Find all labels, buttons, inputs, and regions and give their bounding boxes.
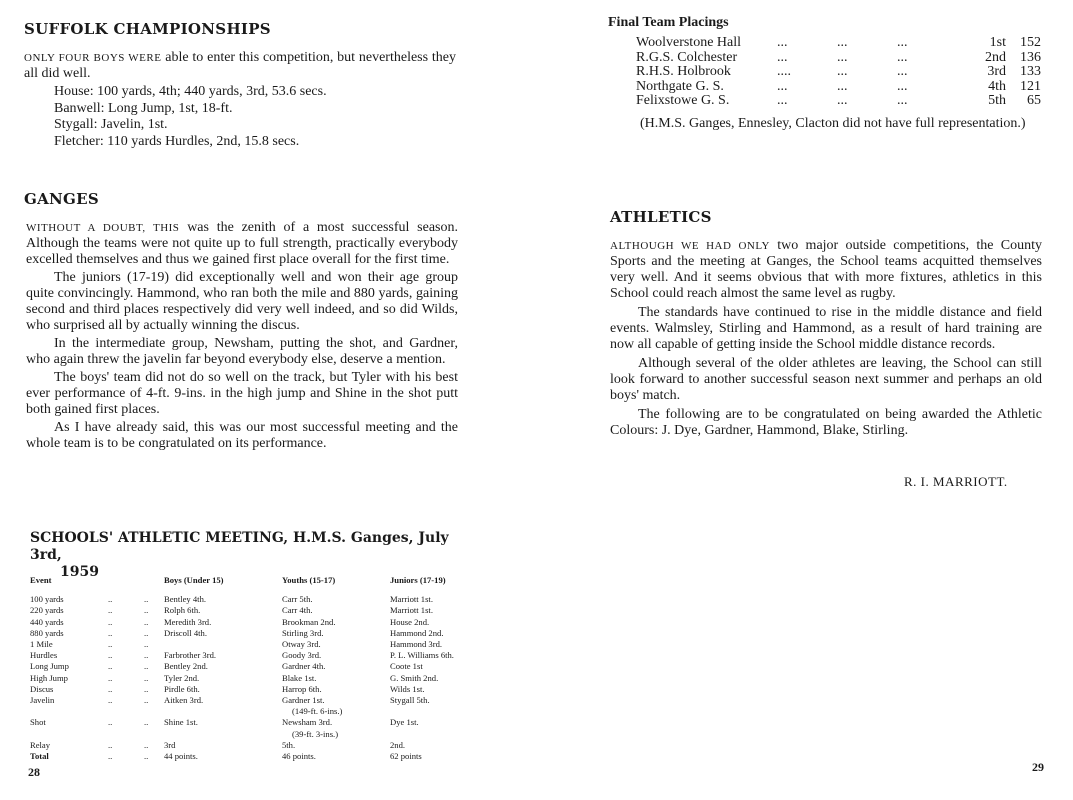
row-youths-distance: (39-ft. 3-ins.) [292, 728, 339, 739]
row-youths-result: Harrop 6th. [282, 683, 322, 694]
row-leader-dots: .. [108, 616, 113, 627]
ganges-paragraph-1 [26, 220, 458, 268]
page-number-right: 29 [1032, 760, 1044, 774]
athletics-heading: ATHLETICS [610, 208, 712, 226]
row-event: High Jump [30, 672, 68, 683]
table-row [30, 661, 500, 672]
placing-leader-dots: ... [897, 93, 908, 108]
placing-row [636, 65, 1041, 80]
placing-leader-dots: ... [777, 93, 788, 108]
row-youths-result: Gardner 4th. [282, 661, 326, 672]
row-leader-dots: .. [144, 605, 149, 616]
placing-position: 4th [988, 78, 1006, 94]
row-youths-result: 5th. [282, 739, 296, 750]
ganges-lead: WITHOUT A DOUBT, THIS [26, 222, 180, 234]
result-line: Banwell: Long Jump, 1st, 18-ft. [54, 100, 233, 116]
row-leader-dots: .. [144, 672, 149, 683]
row-boys-result: Driscoll 4th. [164, 627, 207, 638]
row-event: 100 yards [30, 594, 64, 605]
row-leader-dots: .. [144, 739, 149, 750]
placing-leader-dots: ... [837, 93, 848, 108]
placing-leader-dots: ... [897, 35, 908, 50]
placing-points: 133 [1020, 64, 1041, 79]
ganges-p1-text: was the zenith of a most successful season. Although the teams were not quite up to full strength, practically everybody excelled themselves and thus we gained first place overall for the first time. [26, 220, 458, 267]
athletics-paragraph-2: The standards have continued to rise in the middle distance and field events. Walmsley, Stirling and Hammond, as a result of hard training are now all capable of getting inside the School middle distance records. [610, 305, 1042, 352]
row-leader-dots: .. [144, 751, 149, 762]
row-leader-dots: .. [108, 695, 113, 706]
column-header-spacer [144, 575, 164, 594]
row-youths-result [282, 695, 390, 717]
placing-leader-dots: ... [897, 49, 908, 65]
placing-leader-dots: ... [837, 35, 848, 50]
placing-team: Felixstowe G. S. [636, 93, 730, 108]
table-row [30, 639, 500, 650]
row-youths-result: Blake 1st. [282, 672, 317, 683]
placing-position: 3rd [987, 64, 1006, 79]
row-juniors-result: 62 points [390, 751, 422, 762]
table-row [30, 617, 500, 628]
placing-position: 2nd [985, 49, 1006, 65]
row-youths-result [282, 717, 390, 739]
row-juniors-result: Hammond 3rd. [390, 639, 443, 650]
placing-leader-dots: ... [837, 64, 848, 79]
page-number-left: 28 [28, 765, 40, 779]
row-boys-result: Bentley 4th. [164, 594, 207, 605]
row-event: Shot [30, 717, 46, 728]
row-youths-result: Carr 4th. [282, 605, 313, 616]
athletics-lead: ALTHOUGH WE HAD ONLY [610, 240, 770, 252]
row-leader-dots: .. [108, 739, 113, 750]
table-row [30, 605, 500, 616]
row-event: 220 yards [30, 605, 64, 616]
placing-row [636, 94, 1041, 109]
suffolk-heading: SUFFOLK CHAMPIONSHIPS [24, 20, 271, 38]
row-youths-result-text: Gardner 1st. [282, 695, 325, 706]
suffolk-results [24, 84, 456, 150]
table-row [30, 673, 500, 684]
result-line: House: 100 yards, 4th; 440 yards, 3rd, 53.6 secs. [54, 84, 327, 99]
row-leader-dots: .. [108, 751, 113, 762]
placing-leader-dots: ... [897, 64, 908, 79]
row-leader-dots: .. [144, 639, 149, 650]
table-row [30, 594, 500, 605]
meeting-heading-line-1: SCHOOLS' ATHLETIC MEETING, H.M.S. Ganges, July 3rd, [30, 530, 449, 563]
author-signature: R. I. MARRIOTT. [904, 474, 1008, 489]
row-youths-result: Goody 3rd. [282, 650, 322, 661]
row-boys-result: Farbrother 3rd. [164, 650, 217, 661]
table-row [30, 717, 500, 739]
row-leader-dots: .. [144, 627, 149, 638]
row-leader-dots: .. [108, 661, 113, 672]
placing-leader-dots: ... [777, 35, 788, 50]
row-leader-dots: .. [144, 683, 149, 694]
placing-team: Woolverstone Hall [636, 35, 742, 50]
ganges-paragraph-5: As I have already said, this was our most successful meeting and the whole team is to be congratulated on its performance. [26, 420, 458, 451]
row-juniors-result: Hammond 2nd. [390, 627, 444, 638]
row-boys-result: 3rd [164, 739, 176, 750]
row-boys-result: Bentley 2nd. [164, 661, 208, 672]
row-juniors-result: Marriott 1st. [390, 594, 433, 605]
row-leader-dots: .. [144, 717, 149, 728]
row-boys-result: Shine 1st. [164, 717, 198, 728]
placing-leader-dots: .... [777, 64, 791, 79]
placings-list [636, 36, 1041, 109]
placing-leader-dots: ... [777, 49, 788, 65]
row-leader-dots: .. [108, 639, 113, 650]
row-leader-dots: .. [144, 695, 149, 706]
ganges-paragraph-4: The boys' team did not do so well on the track, but Tyler with his best ever performance of 4-ft. 9-ins. in the high jump and Shine in the shot putt both gained first places. [26, 370, 458, 417]
meeting-heading-line-2: 1959 [60, 564, 99, 580]
row-juniors-result: 2nd. [390, 739, 406, 750]
athletics-paragraph-3: Although several of the older athletes are leaving, the School can still look forward to another successful season next summer and perhaps an old boys' match. [610, 356, 1042, 403]
row-event: Relay [30, 739, 51, 750]
placing-team: R.H.S. Holbrook [636, 64, 731, 79]
table-row [30, 740, 500, 751]
ganges-paragraph-3: In the intermediate group, Newsham, putting the shot, and Gardner, who again threw the javelin far beyond everybody else, deserve a mention. [26, 336, 458, 367]
column-header-juniors: Juniors (17-19) [390, 575, 446, 585]
placing-row [636, 80, 1041, 95]
athletics-paragraph-1 [610, 238, 1042, 302]
placing-position: 1st [989, 35, 1006, 50]
placing-leader-dots: ... [837, 49, 848, 65]
table-row [30, 650, 500, 661]
row-leader-dots: .. [108, 717, 113, 728]
ganges-article [26, 220, 458, 452]
meeting-results-body [30, 594, 500, 762]
row-youths-result: Otway 3rd. [282, 639, 321, 650]
row-juniors-result: Dye 1st. [390, 717, 419, 728]
row-leader-dots: .. [108, 683, 113, 694]
placings-heading: Final Team Placings [608, 15, 729, 30]
table-row [30, 695, 500, 717]
row-boys-result: Tyler 2nd. [164, 672, 200, 683]
row-event: Total [30, 751, 49, 762]
right-page [536, 0, 1073, 800]
ganges-heading: GANGES [24, 190, 100, 208]
table-header-row [30, 575, 500, 594]
placing-points: 136 [1020, 49, 1041, 65]
row-youths-result: Stirling 3rd. [282, 627, 324, 638]
result-line: Fletcher: 110 yards Hurdles, 2nd, 15.8 secs. [54, 133, 300, 149]
row-youths-result: Brookman 2nd. [282, 616, 336, 627]
row-leader-dots: .. [108, 650, 113, 661]
row-leader-dots: .. [144, 650, 149, 661]
suffolk-lead: ONLY FOUR BOYS WERE [24, 52, 162, 64]
row-youths-result: 46 points. [282, 751, 316, 762]
athletics-p1-text: two major outside competitions, the County Sports and the meeting at Ganges, the School teams acquitted themselves very well. And it seems obvious that with more fixtures, athletics in this School could reach almost the same level as rugby. [610, 238, 1043, 301]
row-boys-result [164, 639, 282, 650]
row-boys-result: Rolph 6th. [164, 605, 201, 616]
row-juniors-result: P. L. Williams 6th. [390, 650, 454, 661]
meeting-heading [30, 530, 470, 581]
placing-row [636, 36, 1041, 51]
row-boys-result: Aitken 3rd. [164, 695, 204, 706]
row-leader-dots: .. [108, 627, 113, 638]
row-leader-dots: .. [144, 594, 149, 605]
row-juniors-result: Marriott 1st. [390, 605, 433, 616]
placing-points: 121 [1020, 78, 1041, 94]
row-boys-result: Pirdle 6th. [164, 683, 200, 694]
row-boys-result: 44 points. [164, 751, 198, 762]
row-juniors-result: House 2nd. [390, 616, 430, 627]
placing-leader-dots: ... [897, 78, 908, 94]
placing-leader-dots: ... [837, 78, 848, 94]
row-event: Javelin [30, 695, 55, 706]
row-event: Long Jump [30, 661, 69, 672]
placing-points: 65 [1027, 93, 1041, 108]
placings-note: (H.M.S. Ganges, Ennesley, Clacton did not have full representation.) [640, 116, 1026, 131]
row-juniors-result: Stygall 5th. [390, 695, 430, 706]
row-youths-result: Carr 5th. [282, 594, 313, 605]
column-header-spacer [94, 575, 144, 594]
placing-points: 152 [1020, 35, 1041, 50]
placing-team: Northgate G. S. [636, 78, 724, 94]
row-juniors-result: Wilds 1st. [390, 683, 425, 694]
table-row [30, 684, 500, 695]
row-youths-distance: (149-ft. 6-ins.) [292, 706, 343, 717]
placing-team: R.G.S. Colchester [636, 49, 738, 65]
result-line: Stygall: Javelin, 1st. [54, 117, 168, 132]
row-youths-result-text: Newsham 3rd. [282, 717, 333, 728]
row-event: 440 yards [30, 616, 64, 627]
placing-position: 5th [988, 93, 1006, 108]
column-header-boys: Boys (Under 15) [164, 575, 224, 585]
table-row [30, 628, 500, 639]
left-page [0, 0, 536, 800]
row-event: 880 yards [30, 627, 64, 638]
table-row [30, 751, 500, 762]
row-leader-dots: .. [108, 605, 113, 616]
row-juniors-result: Coote 1st [390, 661, 423, 672]
row-event: 1 Mile [30, 639, 53, 650]
row-leader-dots: .. [108, 672, 113, 683]
placing-leader-dots: ... [777, 78, 788, 94]
athletics-paragraph-4: The following are to be congratulated on being awarded the Athletic Colours: J. Dye, Gardner, Hammond, Blake, Stirling. [610, 407, 1042, 438]
row-juniors-result: G. Smith 2nd. [390, 672, 439, 683]
placing-row [636, 51, 1041, 66]
row-leader-dots: .. [108, 594, 113, 605]
row-leader-dots: .. [144, 616, 149, 627]
column-header-event: Event [30, 575, 52, 585]
athletics-article [610, 238, 1042, 439]
ganges-paragraph-2: The juniors (17-19) did exceptionally well and won their age group quite convincingly. Hammond, who ran both the mile and 880 yards, gaining second and third places respectively did very well indeed, and so did Wilds, who surprised all by actually winning the discus. [26, 270, 458, 333]
row-event: Hurdles [30, 650, 58, 661]
row-leader-dots: .. [144, 661, 149, 672]
row-boys-result: Meredith 3rd. [164, 616, 212, 627]
suffolk-intro-text: able to enter this competition, but nevertheless they all did well. [24, 50, 457, 81]
meeting-results-table [30, 575, 500, 762]
column-header-youths: Youths (15-17) [282, 575, 336, 585]
suffolk-intro [24, 50, 456, 82]
row-event: Discus [30, 683, 54, 694]
